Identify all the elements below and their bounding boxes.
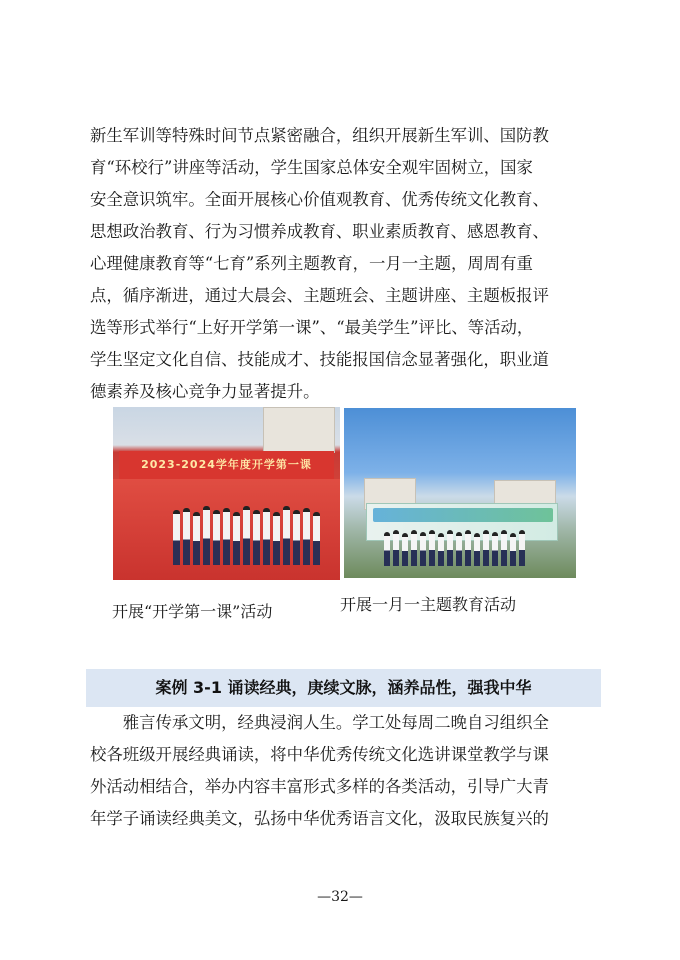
stage-banner: 2023-2024学年度开学第一课 bbox=[119, 451, 334, 479]
photo-caption-left: 开展“开学第一课”活动 bbox=[112, 602, 273, 621]
body-line: 思想政治教育、行为习惯养成教育、职业素质教育、感恩教育、 bbox=[90, 222, 549, 241]
body-line: 安全意识筑牢。全面开展核心价值观教育、优秀传统文化教育、 bbox=[90, 190, 549, 209]
body-paragraph bbox=[90, 120, 595, 408]
body-line: 点，循序渐进，通过大晨会、主题班会、主题讲座、主题板报评 bbox=[90, 286, 549, 305]
photo-opening-ceremony bbox=[113, 407, 340, 580]
case-line: 雅言传承文明，经典浸润人生。学工处每周二晚自习组织全 bbox=[90, 713, 549, 732]
case-title: 案例 3-1 诵读经典，庚续文脉，涵养品性，强我中华 bbox=[155, 678, 532, 697]
body-line: 学生坚定文化自信、技能成才、技能报国信念显著强化，职业道 bbox=[90, 350, 549, 369]
stage bbox=[113, 479, 340, 580]
case-heading-bar bbox=[86, 669, 601, 707]
page-number: —32— bbox=[317, 889, 363, 905]
building bbox=[263, 407, 335, 453]
body-line: 新生军训等特殊时间节点紧密融合，组织开展新生军训、国防教 bbox=[90, 126, 549, 145]
case-line: 年学子诵读经典美文，弘扬中华优秀语言文化，汲取民族复兴的 bbox=[90, 809, 549, 828]
body-line: 心理健康教育等“七育”系列主题教育，一月一主题，周周有重 bbox=[90, 254, 533, 273]
body-line: 德素养及核心竞争力显著提升。 bbox=[90, 382, 320, 401]
body-line: 育“环校行”讲座等活动，学生国家总体安全观牢固树立，国家 bbox=[90, 158, 533, 177]
case-paragraph bbox=[90, 707, 595, 835]
choir-group bbox=[173, 500, 323, 570]
photo-monthly-theme bbox=[344, 408, 576, 578]
case-line: 外活动相结合，举办内容丰富形式多样的各类活动，引导广大青 bbox=[90, 777, 549, 796]
case-line: 校各班级开展经典诵读，将中华优秀传统文化选讲课堂教学与课 bbox=[90, 745, 549, 764]
photo-caption-right: 开展一月一主题教育活动 bbox=[340, 595, 517, 614]
student-group bbox=[384, 528, 534, 568]
banner-graphic bbox=[373, 508, 553, 522]
body-line: 选等形式举行“上好开学第一课”、“最美学生”评比、等活动， bbox=[90, 318, 534, 337]
